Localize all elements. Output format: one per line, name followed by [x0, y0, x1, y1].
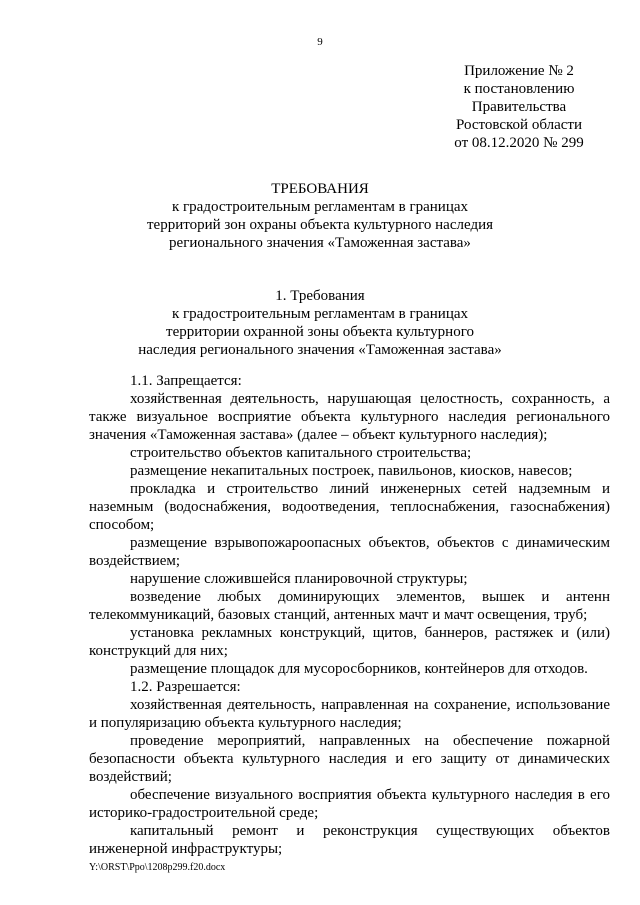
paragraph: размещение взрывопожароопасных объектов, объектов с динамическим воздействием; [89, 535, 610, 569]
paragraph: 1.1. Запрещается: [130, 373, 242, 389]
paragraph: прокладка и строительство линий инженерных сетей надземным и наземным (водоснабжения, водоотведения, теплоснабжения, газоснабжения) способом; [89, 481, 610, 533]
section-line: 1. Требования [275, 288, 365, 304]
paragraph: размещение площадок для мусоросборников, контейнеров для отходов. [130, 661, 588, 677]
paragraph: проведение мероприятий, направленных на обеспечение пожарной безопасности объекта культурного наследия и его защиту от динамических воздействий; [89, 733, 610, 785]
section-heading [80, 287, 560, 359]
appendix-line: Ростовской области [456, 117, 582, 133]
paragraph: обеспечение визуального восприятия объекта культурного наследия в его историко-градостроительной среде; [89, 787, 610, 821]
paragraph: нарушение сложившейся планировочной структуры; [130, 571, 468, 587]
paragraph: возведение любых доминирующих элементов, вышек и антенн телекоммуникаций, базовых станций, антенных мачт и мачт освещения, труб; [89, 589, 610, 623]
title-line: регионального значения «Таможенная застава» [169, 235, 471, 251]
page-number: 9 [317, 36, 323, 48]
appendix-line: от 08.12.2020 № 299 [454, 135, 584, 151]
paragraph: строительство объектов капитального строительства; [130, 445, 472, 461]
title-line: территорий зон охраны объекта культурного наследия [147, 217, 493, 233]
appendix-line: Приложение № 2 [464, 63, 574, 79]
document-body [89, 372, 610, 858]
paragraph: установка рекламных конструкций, щитов, баннеров, растяжек и (или) конструкций для них; [89, 625, 610, 659]
appendix-line: к постановлению [463, 81, 575, 97]
title-line: к градостроительным регламентам в границах [171, 199, 469, 215]
paragraph: хозяйственная деятельность, направленная на сохранение, использование и популяризацию объекта культурного наследия; [89, 697, 610, 731]
section-line: наследия регионального значения «Таможенная застава» [138, 342, 502, 358]
paragraph: капитальный ремонт и реконструкция существующих объектов инженерной инфраструктуры; [89, 823, 610, 857]
section-line: территории охранной зоны объекта культурного [166, 324, 474, 340]
document-title [80, 180, 560, 252]
title-line: ТРЕБОВАНИЯ [271, 181, 369, 197]
paragraph: хозяйственная деятельность, нарушающая целостность, сохранность, а также визуальное восприятие объекта культурного наследия регионального значения «Таможенная застава» (далее – объект культурного наследия); [89, 391, 610, 443]
paragraph: 1.2. Разрешается: [130, 679, 241, 695]
appendix-line: Правительства [471, 99, 567, 115]
file-path-footer: Y:\ORST\Ppo\1208p299.f20.docx [89, 862, 226, 873]
paragraph: размещение некапитальных построек, павильонов, киосков, навесов; [130, 463, 573, 479]
section-line: к градостроительным регламентам в границах [171, 306, 469, 322]
appendix-header [444, 62, 594, 152]
